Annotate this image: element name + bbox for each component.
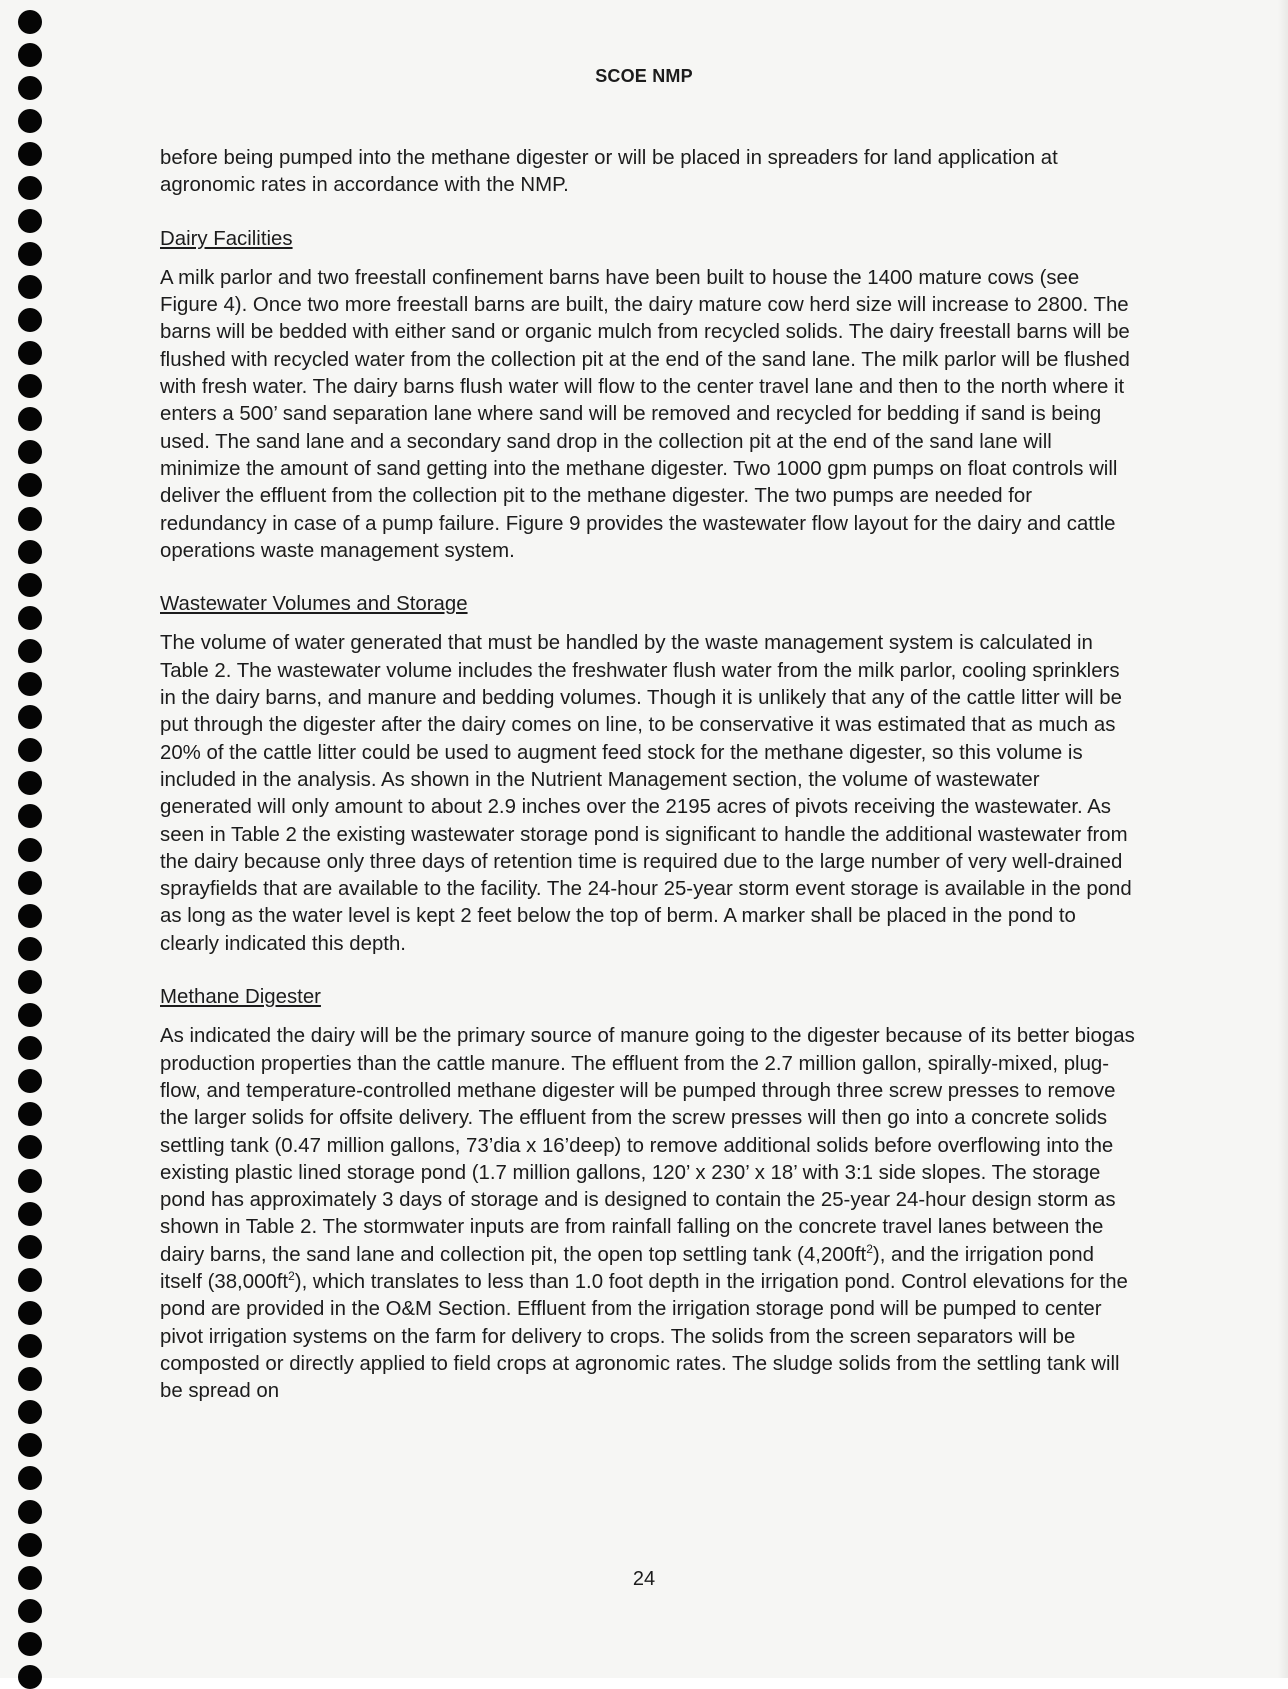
binding-hole <box>18 871 42 895</box>
binding-hole <box>18 1135 42 1159</box>
heading-wastewater-volumes: Wastewater Volumes and Storage <box>160 593 468 616</box>
binding-hole <box>18 771 42 795</box>
binding-hole <box>18 176 42 200</box>
binding-hole <box>18 275 42 299</box>
binding-hole <box>18 1003 42 1027</box>
page-number: 24 <box>632 1568 656 1590</box>
binding-hole <box>18 374 42 398</box>
binding-hole <box>18 473 42 497</box>
binding-hole <box>18 1202 42 1226</box>
binding-hole <box>18 804 42 828</box>
digester-text-part-1: As indicated the dairy will be the primary source of manure going to the digester because of its better biogas production properties than the cattle manure. The effluent from the 2.7 million gallon, spirally-mixed, plug-flow, and temperature-controlled methane digester will be pumped through three screw presses to remove the larger solids for offsite delivery. The effluent from the screw presses will then go into a concrete solids settling tank (0.47 million gallons, 73’dia x 16’deep) to remove additional solids before overflowing into the existing plastic lined storage pond (1.7 million gallons, 120’ x 230’ x 18’ with 3:1 side slopes. The storage pond has approximately 3 days of storage and is designed to contain the 25-year 24-hour design storm as shown in Table 2. The stormwater inputs are from rainfall falling on the concrete travel lanes between the dairy barns, the sand lane and collection pit, the open top settling tank (4,200ft <box>160 1025 1135 1266</box>
binding-hole <box>18 838 42 862</box>
binding-hole <box>18 705 42 729</box>
binding-hole <box>18 407 42 431</box>
binding-hole <box>18 142 42 166</box>
binding-hole <box>18 672 42 696</box>
binding-hole <box>18 1334 42 1358</box>
binding-hole <box>18 1367 42 1391</box>
binding-hole <box>18 738 42 762</box>
binding-hole <box>18 43 42 67</box>
heading-methane-digester: Methane Digester <box>160 986 321 1009</box>
binding-hole <box>18 606 42 630</box>
binding-hole <box>18 1400 42 1424</box>
binding-hole <box>18 540 42 564</box>
binding-hole <box>18 242 42 266</box>
binding-hole <box>18 639 42 663</box>
binding-hole <box>18 1433 42 1457</box>
binding-hole <box>18 341 42 365</box>
binding-hole <box>18 1169 42 1193</box>
binding-hole <box>18 937 42 961</box>
binding-hole <box>18 1069 42 1093</box>
body-content <box>160 145 1135 1405</box>
binding-hole <box>18 440 42 464</box>
binding-hole <box>18 1665 42 1689</box>
binding-hole <box>18 507 42 531</box>
binding-hole <box>18 1235 42 1259</box>
superscript-squared: 2 <box>288 1269 295 1284</box>
intro-paragraph: before being pumped into the methane digester or will be placed in spreaders for land application at agronomic rates in accordance with the NMP. <box>160 147 1058 197</box>
digester-text-part-2: ), and the irrigation pond itself (38,000ft <box>160 1243 1094 1293</box>
binding-hole <box>18 1599 42 1623</box>
binding-hole <box>18 1632 42 1656</box>
page-edge-shadow <box>1278 0 1288 1678</box>
paragraph-wastewater-volumes: The volume of water generated that must be handled by the waste management system is calculated in Table 2. The wastewater volume includes the freshwater flush water from the milk parlor, cooling sprinklers in the dairy barns, and manure and bedding volumes. Though it is unlikely that any of the cattle litter will be put through the digester after the dairy comes on line, to be conservative it was estimated that as much as 20% of the cattle litter could be used to augment feed stock for the methane digester, so this volume is included in the analysis. As shown in the Nutrient Management section, the volume of wastewater generated will only amount to about 2.9 inches over the 2195 acres of pivots receiving the wastewater. As seen in Table 2 the existing wastewater storage pond is significant to handle the additional wastewater from the dairy because only three days of retention time is required due to the large number of very well-drained sprayfields that are available to the facility. The 24-hour 25-year storm event storage is available in the pond as long as the water level is kept 2 feet below the top of berm. A marker shall be placed in the pond to clearly indicated this depth. <box>160 632 1132 955</box>
binding-hole <box>18 1533 42 1557</box>
binding-hole <box>18 109 42 133</box>
binding-hole <box>18 1036 42 1060</box>
binding-hole <box>18 573 42 597</box>
binding-hole <box>18 1301 42 1325</box>
binding-hole <box>18 1102 42 1126</box>
binding-hole <box>18 1466 42 1490</box>
binding-hole <box>18 209 42 233</box>
binding-hole <box>18 970 42 994</box>
binding-hole <box>18 308 42 332</box>
binding-hole <box>18 10 42 34</box>
paragraph-methane-digester <box>160 1023 1135 1405</box>
spiral-binding-holes <box>18 0 54 1678</box>
binding-hole <box>18 1268 42 1292</box>
paragraph-dairy-facilities: A milk parlor and two freestall confinement barns have been built to house the 1400 mature cows (see Figure 4). Once two more freestall barns are built, the dairy mature cow herd size will increase to 2800. The barns will be bedded with either sand or organic mulch from recycled solids. The dairy freestall barns will be flushed with recycled water from the collection pit at the end of the sand lane. The milk parlor will be flushed with fresh water. The dairy barns flush water will flow to the center travel lane and then to the north where it enters a 500’ sand separation lane where sand will be removed and recycled for bedding if sand is being used. The sand lane and a secondary sand drop in the collection pit at the end of the sand lane will minimize the amount of sand getting into the methane digester. Two 1000 gpm pumps on float controls will deliver the effluent from the collection pit to the methane digester. The two pumps are needed for redundancy in case of a pump failure. Figure 9 provides the wastewater flow layout for the dairy and cattle operations waste management system. <box>160 266 1130 562</box>
binding-hole <box>18 1500 42 1524</box>
digester-text-part-3: ), which translates to less than 1.0 foot depth in the irrigation pond. Control elevations for the pond are provided in the O&M Section. Effluent from the irrigation storage pond will be pumped to center pivot irrigation systems on the farm for delivery to crops. The solids from the screen separators will be composted or directly applied to field crops at agronomic rates. The sludge solids from the settling tank will be spread on <box>160 1270 1128 1403</box>
superscript-squared: 2 <box>866 1241 873 1256</box>
binding-hole <box>18 904 42 928</box>
page-header: SCOE NMP <box>595 66 693 86</box>
heading-dairy-facilities: Dairy Facilities <box>160 227 293 250</box>
